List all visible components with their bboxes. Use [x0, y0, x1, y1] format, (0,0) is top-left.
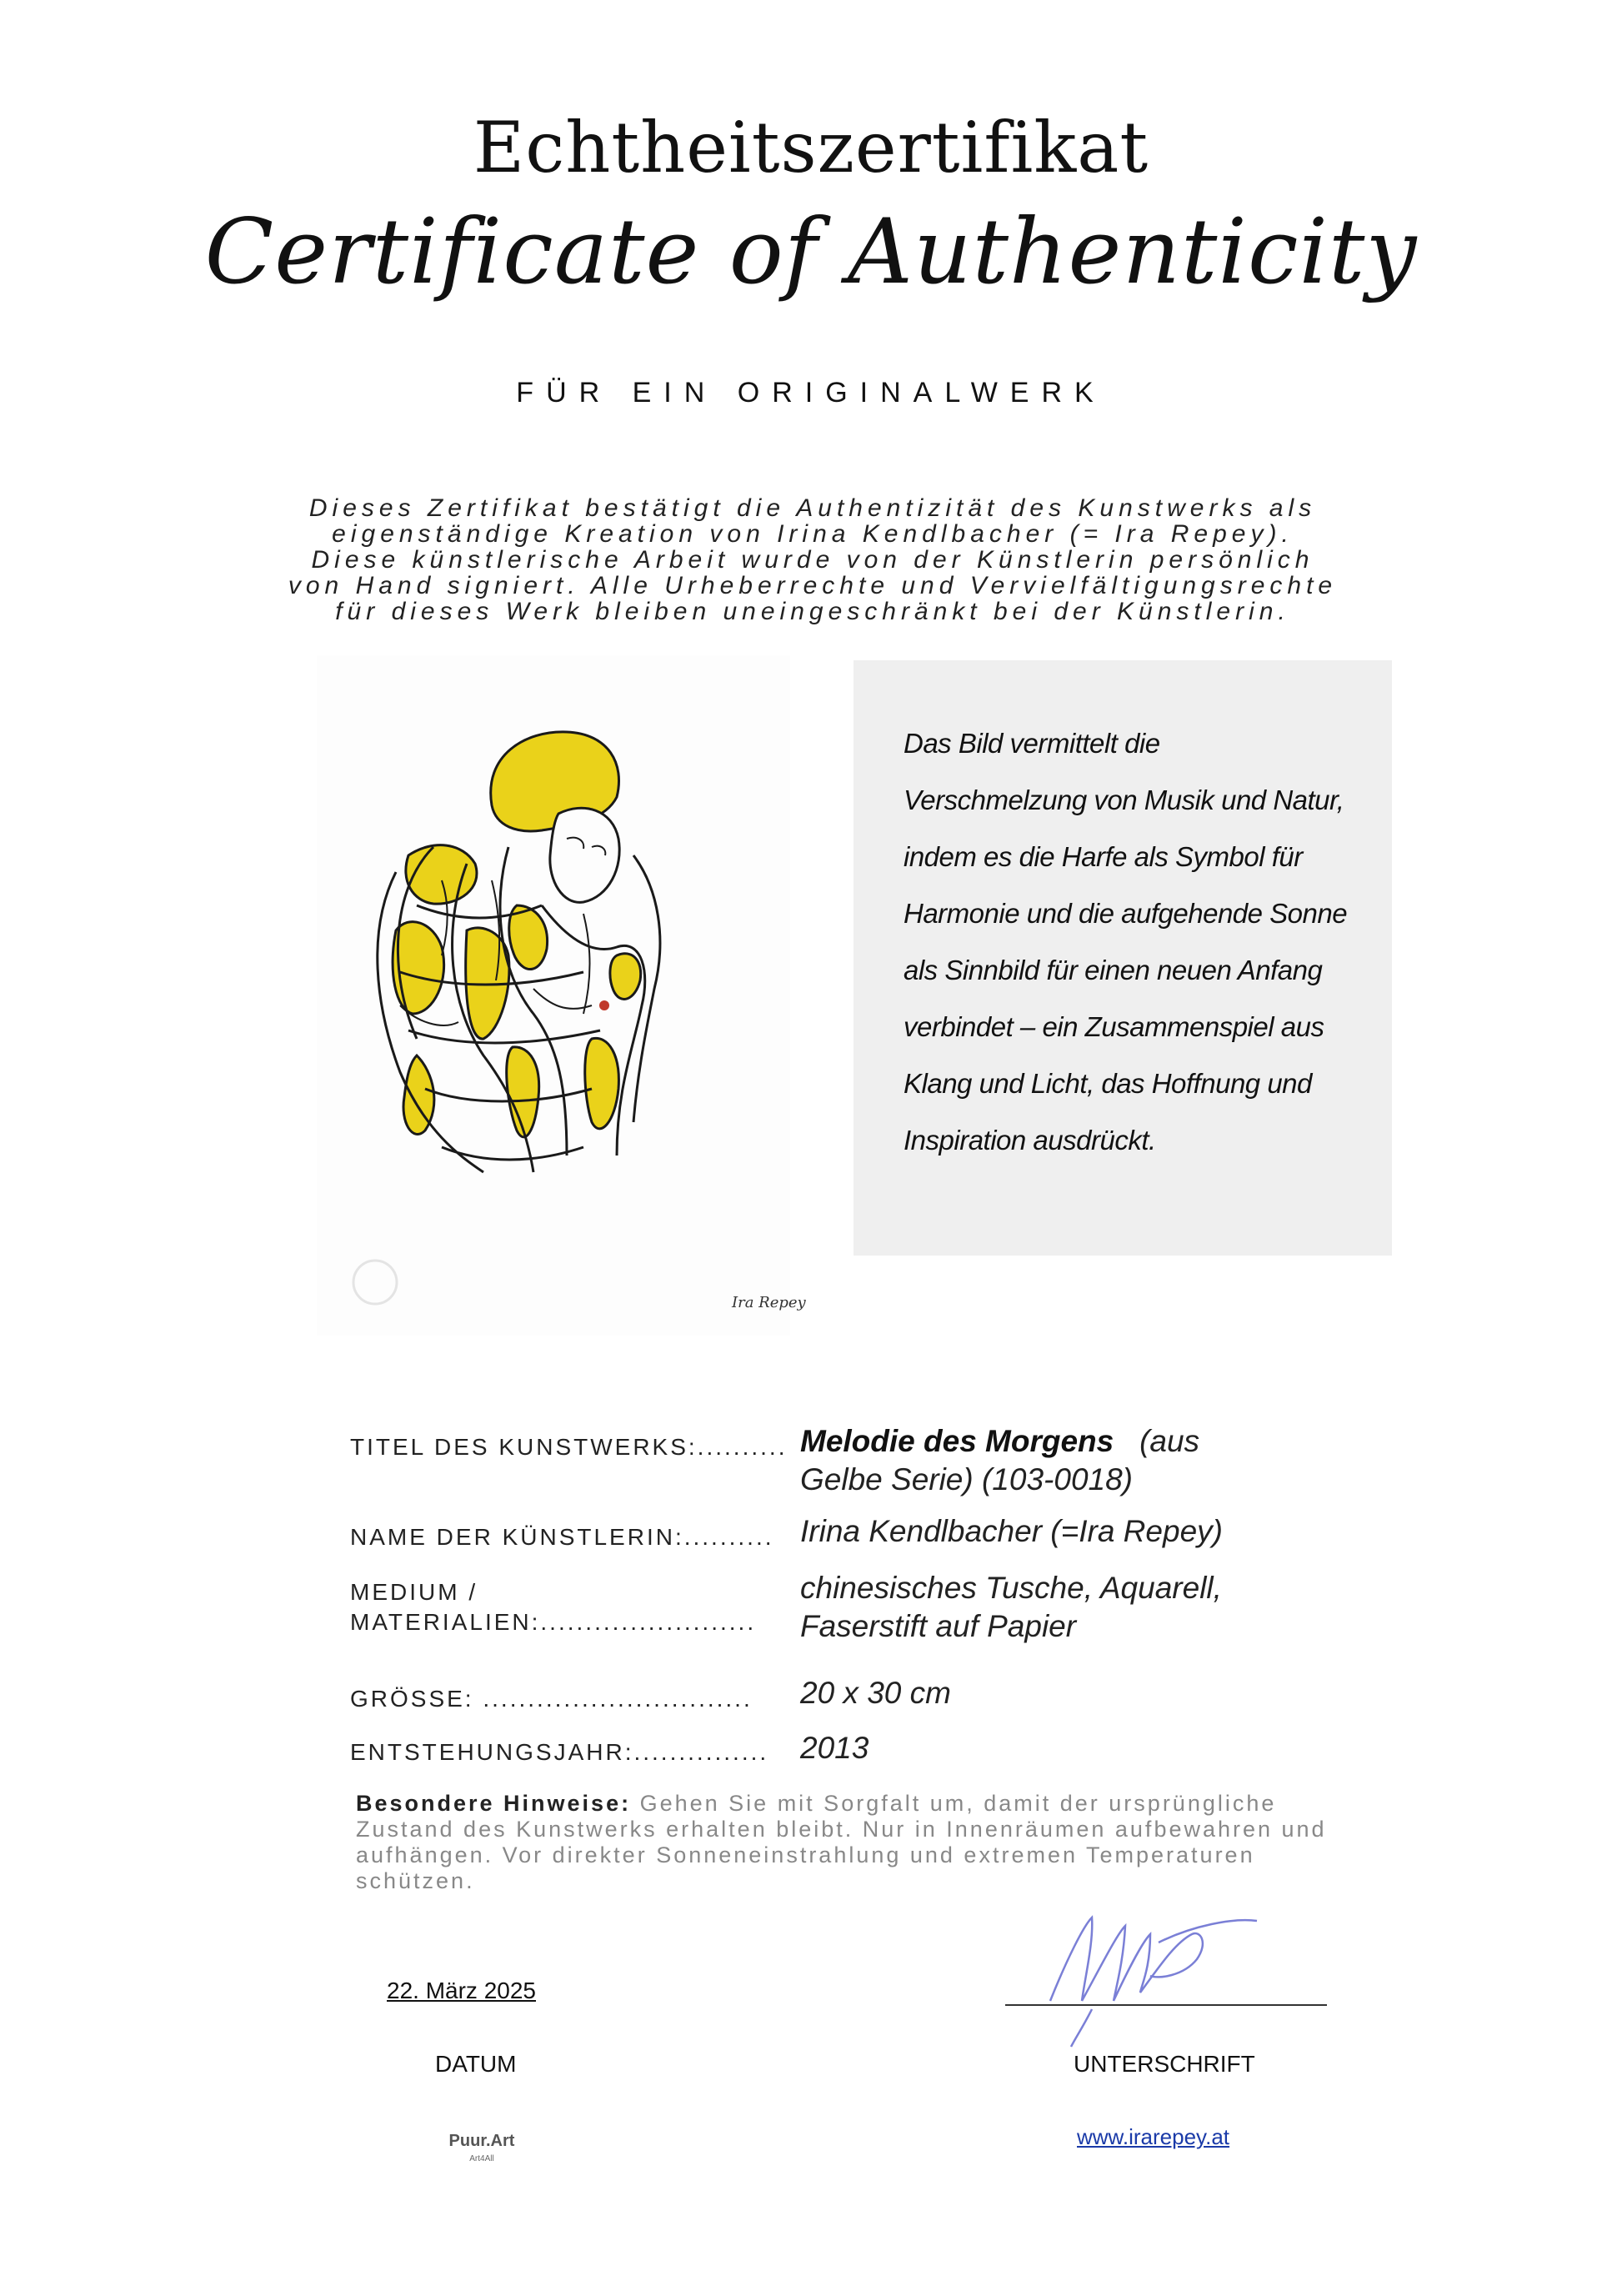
description-line: Das Bild vermittelt die — [904, 728, 1160, 759]
year-label: ENTSTEHUNGSJAHR:............... — [350, 1739, 769, 1765]
handwritten-signature — [1034, 1892, 1267, 2051]
signature-line — [1005, 2004, 1327, 2006]
medium-value-line1: chinesisches Tusche, Aquarell, — [800, 1571, 1222, 1605]
intro-paragraph — [275, 495, 1350, 624]
title-english: Certificate of Authenticity — [204, 200, 1418, 304]
description-line: Verschmelzung von Musik und Natur, — [904, 785, 1344, 815]
puur-art-logo — [442, 2124, 522, 2171]
year-value: 2013 — [800, 1731, 869, 1765]
title-label: TITEL DES KUNSTWERKS:.......... — [350, 1434, 788, 1460]
logo-text: Puur.Art — [448, 2132, 515, 2150]
date-label: DATUM — [435, 2051, 517, 2077]
special-notes — [356, 1791, 1339, 1894]
intro-line: für dieses Werk bleiben uneingeschränkt bei der Künstlerin. — [335, 598, 1290, 625]
logo-subtext: Art4All — [469, 2154, 494, 2163]
artwork-title: Melodie des Morgens — [800, 1424, 1114, 1458]
notes-label: Besondere Hinweise: — [356, 1791, 632, 1816]
description-text — [904, 715, 1370, 1169]
website-link[interactable]: www.irarepey.at — [1077, 2124, 1230, 2149]
artist-label: NAME DER KÜNSTLERIN:.......... — [350, 1524, 774, 1550]
description-box — [854, 660, 1392, 1256]
artwork-image — [317, 655, 806, 1336]
size-label: GRÖSSE: .............................. — [350, 1686, 753, 1712]
signature-label: UNTERSCHRIFT — [1074, 2051, 1255, 2077]
description-line: Klang und Licht, das Hoffnung und — [904, 1068, 1312, 1099]
notes-text: Gehen Sie mit Sorgfalt um, damit der ursprüngliche Zustand des Kunstwerks erhalten bleibt. Nur in Innenräumen aufbewahren und aufhängen. Vor direkter Sonneneinstrahlung und extremen Temperaturen schützen. — [356, 1791, 1327, 1893]
artwork-drawing — [317, 655, 806, 1336]
intro-line: Diese künstlerische Arbeit wurde von der Künstlerin persönlich — [311, 546, 1314, 574]
medium-label-line2: MATERIALIEN:........................ — [350, 1609, 757, 1635]
intro-line: von Hand signiert. Alle Urheberrechte und Vervielfältigungsrechte — [288, 572, 1338, 599]
artwork-series-line2: Gelbe Serie) (103-0018) — [800, 1462, 1133, 1496]
medium-value — [800, 1569, 1317, 1646]
description-line: als Sinnbild für einen neuen Anfang — [904, 955, 1323, 985]
description-line: Harmonie und die aufgehende Sonne — [904, 898, 1348, 929]
description-line: verbindet – ein Zusammenspiel aus — [904, 1011, 1324, 1042]
subtitle: FÜR EIN ORIGINALWERK — [516, 377, 1106, 409]
artwork-series: (aus — [1139, 1424, 1200, 1458]
medium-label — [350, 1577, 756, 1637]
certificate-date: 22. März 2025 — [387, 1978, 536, 2003]
medium-value-line2: Faserstift auf Papier — [800, 1609, 1077, 1643]
size-value: 20 x 30 cm — [800, 1676, 951, 1710]
intro-line: eigenständige Kreation von Irina Kendlbacher (= Ira Repey). — [332, 520, 1294, 548]
title-value — [800, 1422, 1317, 1499]
artwork-signature: Ira Repey — [732, 1294, 806, 1311]
description-line: Inspiration ausdrückt. — [904, 1125, 1156, 1156]
artist-value: Irina Kendlbacher (=Ira Repey) — [800, 1514, 1223, 1548]
intro-line: Dieses Zertifikat bestätigt die Authentizität des Kunstwerks als — [308, 494, 1317, 522]
title-german: Echtheitszertifikat — [473, 107, 1149, 188]
description-line: indem es die Harfe als Symbol für — [904, 841, 1303, 872]
medium-label-line1: MEDIUM / — [350, 1579, 478, 1605]
